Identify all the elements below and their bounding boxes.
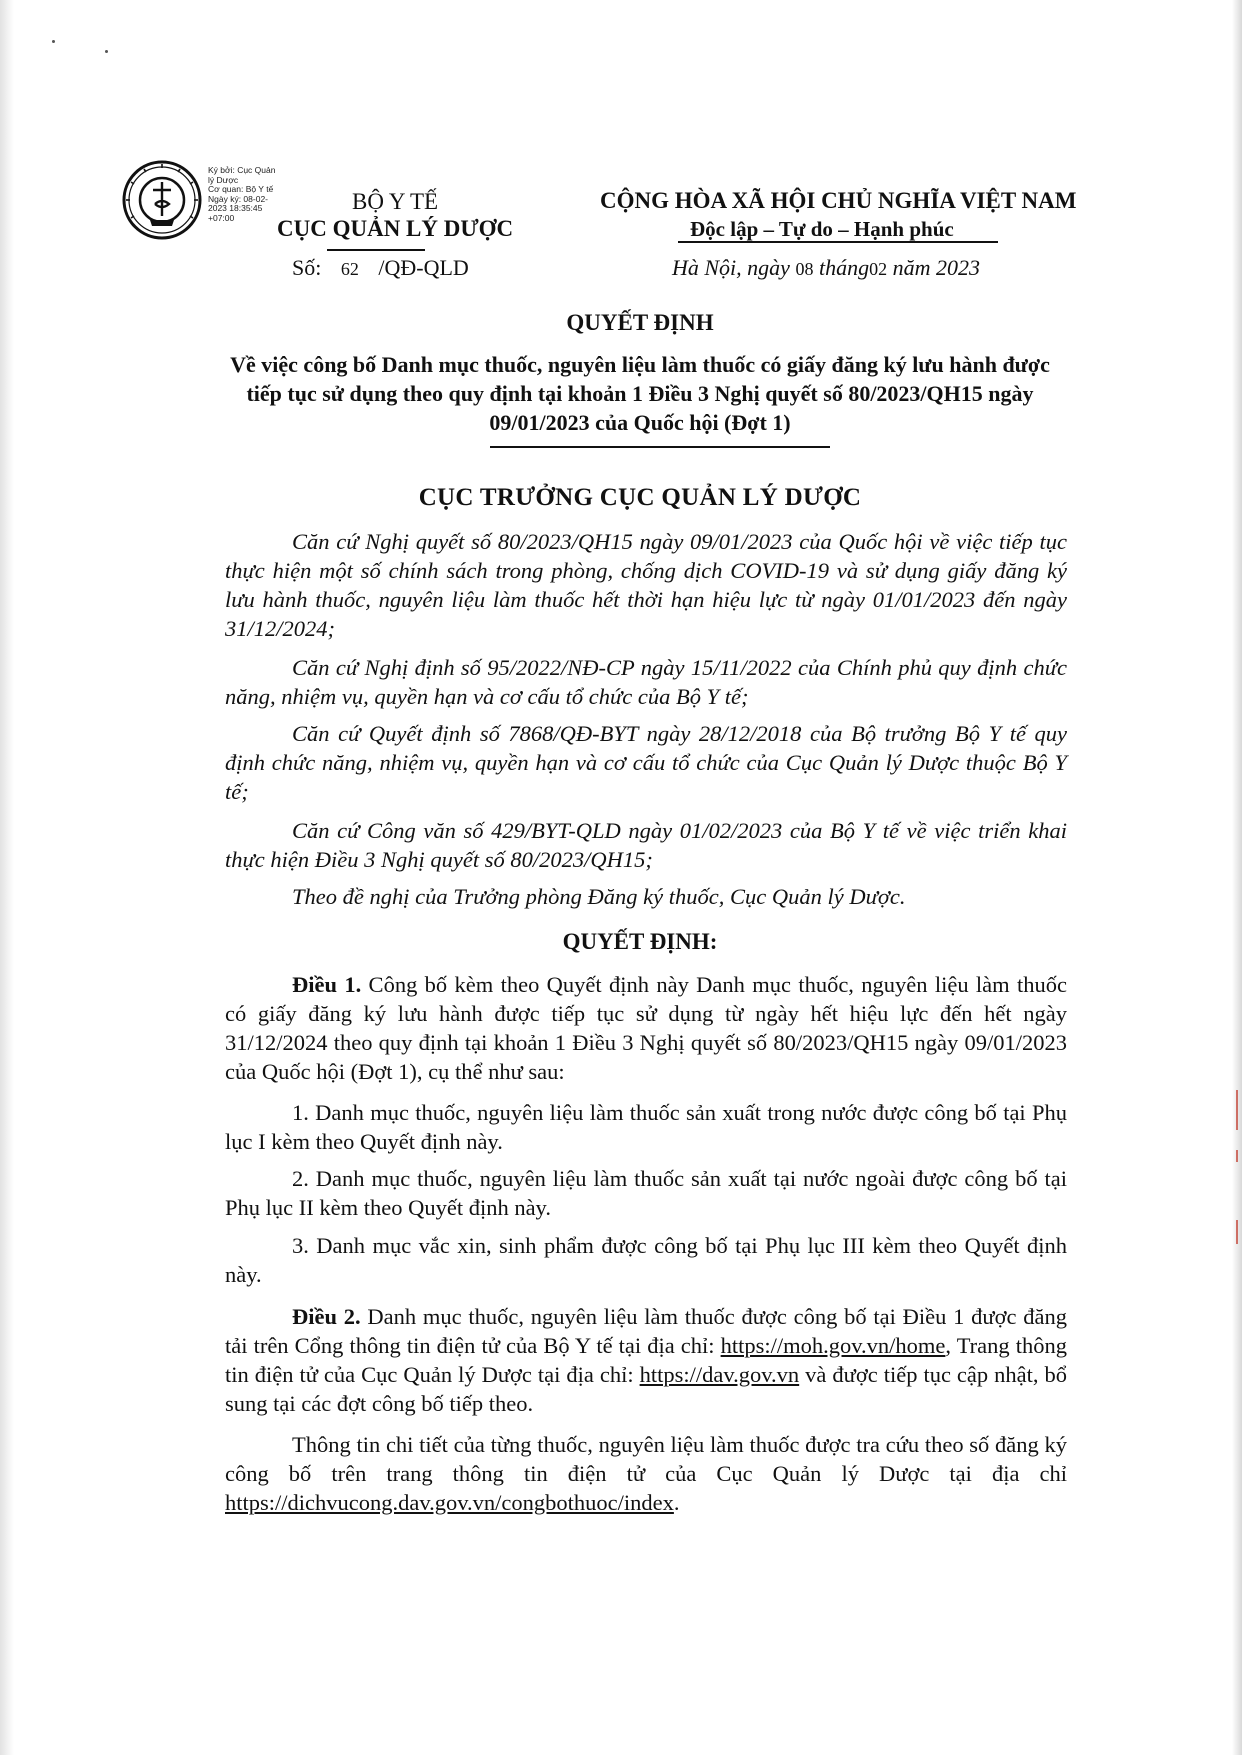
moh-link[interactable]: https://moh.gov.vn/home [720, 1333, 946, 1358]
legal-ground: Theo đề nghị của Trưởng phòng Đăng ký thuốc, Cục Quản lý Dược. [292, 884, 906, 909]
document-number [292, 255, 469, 281]
ministry-name: BỘ Y TẾ [352, 189, 439, 214]
article-2-text-a: Danh mục thuốc, nguyên liệu làm thuốc được công bố tại Điều 1 được đăng tải trên Cổng thông tin điện tử của Bộ Y tế tại địa chỉ: [225, 1304, 1067, 1358]
motto-underline [678, 241, 998, 243]
scan-edge-mark [1236, 1150, 1238, 1162]
article-1-item: 1. Danh mục thuốc, nguyên liệu làm thuốc sản xuất trong nước được công bố tại Phụ lục I kèm theo Quyết định này. [225, 1100, 1067, 1154]
place-prefix: Hà Nội, ngày [672, 255, 790, 280]
date-month: 02 [869, 259, 888, 279]
article-1 [225, 970, 1067, 1086]
decision-heading: QUYẾT ĐỊNH: [562, 929, 718, 954]
signature-line: +07:00 [208, 212, 235, 223]
document-subject: Về việc công bố Danh mục thuốc, nguyên liệu làm thuốc có giấy đăng ký lưu hành được tiếp tục sử dụng theo quy định tại khoản 1 Điều 3 Nghị quyết số 80/2023/QH15 ngày 09/01/2023 của Quốc hội (Đợt 1) [230, 352, 1050, 435]
article-1-label: Điều 1. [292, 972, 362, 997]
legal-ground: Căn cứ Quyết định số 7868/QĐ-BYT ngày 28/12/2018 của Bộ trưởng Bộ Y tế quy định chức năng, nhiệm vụ, quyền hạn và cơ cấu tổ chức của Cục Quản lý Dược thuộc Bộ Y tế; [225, 721, 1067, 804]
date-day: 08 [795, 259, 814, 279]
scan-edge-mark [1236, 1220, 1238, 1244]
lookup-info [225, 1430, 1067, 1517]
article-1-item: 2. Danh mục thuốc, nguyên liệu làm thuốc sản xuất tại nước ngoài được công bố tại Phụ lục II kèm theo Quyết định này. [225, 1166, 1067, 1220]
legal-ground: Căn cứ Nghị quyết số 80/2023/QH15 ngày 09/01/2023 của Quốc hội về việc tiếp tục thực hiện một số chính sách trong phòng, chống dịch COVID-19 và sử dụng giấy đăng ký lưu hành thuốc, nguyên liệu làm thuốc hết thời hạn hiệu lực từ ngày 01/01/2023 đến ngày 31/12/2024; [225, 529, 1067, 641]
signature-line: lý Dược [208, 174, 239, 185]
article-2-text-b: , Trang thông tin điện tử của Cục Quản lý Dược tại địa chỉ: [225, 1333, 1067, 1387]
national-motto: Độc lập – Tự do – Hạnh phúc [690, 217, 954, 241]
lookup-info-text: Thông tin chi tiết của từng thuốc, nguyên liệu làm thuốc được tra cứu theo số đăng ký công bố trên trang thông tin điện tử của Cục Quản lý Dược tại địa chỉ [225, 1432, 1067, 1486]
article-2-text-c: và được tiếp tục cập nhật, bổ sung tại các đợt công bố tiếp theo. [225, 1362, 1067, 1416]
dav-link[interactable]: https://dav.gov.vn [639, 1362, 800, 1387]
subject-rule [490, 446, 830, 448]
lookup-link[interactable]: https://dichvucong.dav.gov.vn/congbothuoc/index [225, 1490, 674, 1515]
doc-number-prefix: Số: [292, 255, 322, 280]
legal-ground: Căn cứ Công văn số 429/BYT-QLD ngày 01/02/2023 của Bộ Y tế về việc triển khai thực hiện Điều 3 Nghị quyết số 80/2023/QH15; [225, 818, 1067, 872]
digital-signature-info [208, 166, 292, 223]
scan-speck [52, 40, 55, 43]
scan-edge-mark [1236, 1090, 1238, 1130]
signature-line: Cơ quan: Bộ Y tế [208, 184, 274, 194]
article-1-item: 3. Danh mục vắc xin, sinh phẩm được công bố tại Phụ lục III kèm theo Quyết định này. [225, 1233, 1067, 1287]
agency-name: CỤC QUẢN LÝ DƯỢC [277, 216, 514, 241]
article-2 [225, 1302, 1067, 1418]
document-title: QUYẾT ĐỊNH [566, 310, 714, 335]
month-label: tháng [818, 255, 870, 280]
doc-number-value: 62 [340, 259, 359, 279]
scan-speck [105, 50, 108, 53]
agency-underline [327, 249, 425, 251]
scan-edge-right [1232, 0, 1242, 1755]
legal-ground: Căn cứ Nghị định số 95/2022/NĐ-CP ngày 15/11/2022 của Chính phủ quy định chức năng, nhiệm vụ, quyền hạn và cơ cấu tổ chức của Bộ Y tế; [225, 655, 1067, 709]
scan-edge-left [0, 0, 14, 1755]
article-2-label: Điều 2. [292, 1304, 361, 1329]
doc-number-suffix: /QĐ-QLD [378, 255, 469, 280]
article-1-text: Công bố kèm theo Quyết định này Danh mục thuốc, nguyên liệu làm thuốc có giấy đăng ký lưu hành được tiếp tục sử dụng từ ngày hết hiệu lực đến hết ngày 31/12/2024 theo quy định tại khoản 1 Điều 3 Nghị quyết số 80/2023/QH15 ngày 09/01/2023 của Quốc hội (Đợt 1), cụ thể như sau: [225, 972, 1067, 1084]
issuing-authority: CỤC TRƯỞNG CỤC QUẢN LÝ DƯỢC [418, 484, 862, 511]
national-title: CỘNG HÒA XÃ HỘI CHỦ NGHĨA VIỆT NAM [600, 188, 1077, 213]
agency-seal [122, 160, 202, 240]
date-year: năm 2023 [892, 255, 980, 280]
place-date [672, 255, 980, 281]
signature-line: Ngày ký: 08-02- [208, 193, 268, 204]
signature-line: Ký bởi: Cục Quản [208, 165, 276, 175]
lookup-info-end: . [673, 1490, 680, 1515]
signature-line: 2023 18:35:45 [208, 203, 263, 213]
